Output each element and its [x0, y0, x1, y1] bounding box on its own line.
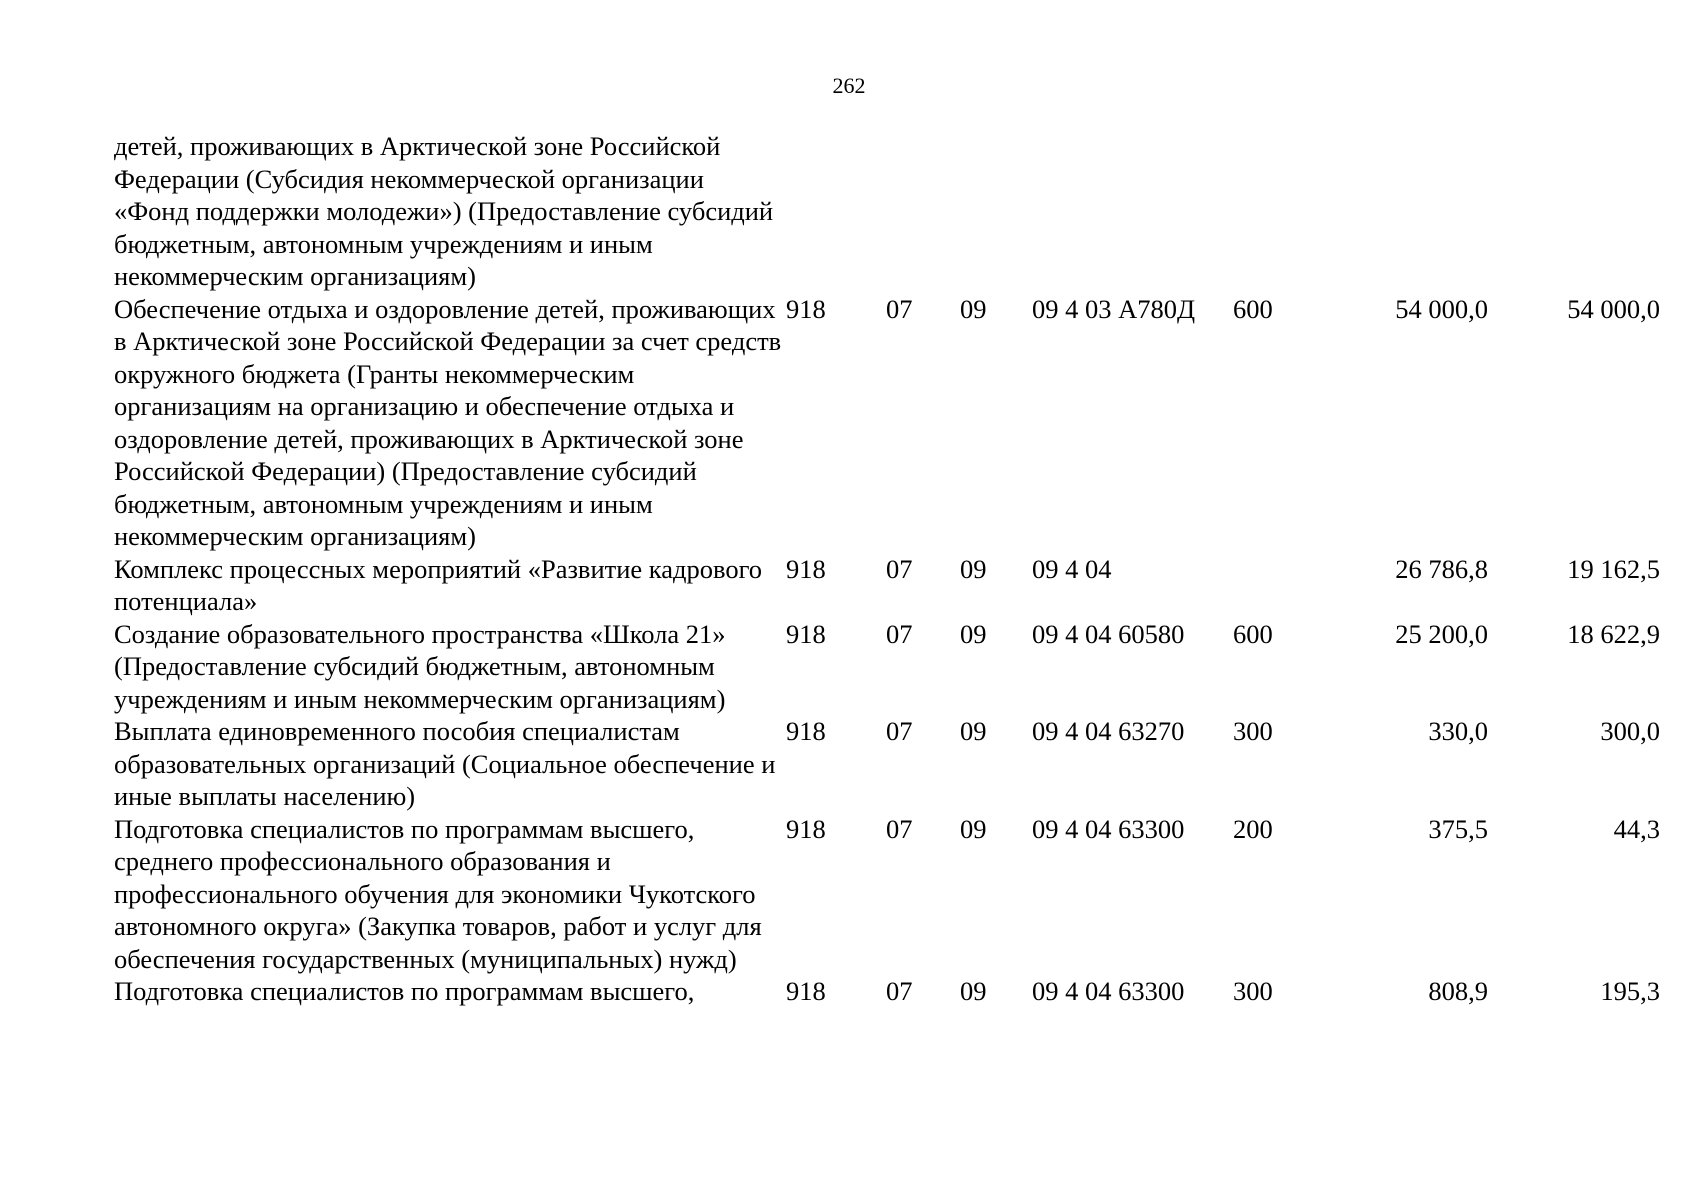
row-sum-1: 26 786,8 — [1395, 553, 1488, 584]
row-expense-type-code — [1233, 130, 1333, 293]
row-subsection-code: 09 — [960, 618, 987, 649]
row-expense-type-code — [1233, 553, 1333, 618]
row-sum-1: 54 000,0 — [1395, 293, 1488, 324]
row-sum-1: 25 200,0 — [1395, 618, 1488, 649]
row-section-code: 07 — [886, 553, 913, 584]
row-ministry-code — [786, 130, 886, 293]
table-row — [114, 813, 1660, 976]
row-name: Создание образовательного пространства «Школа 21» (Предоставление субсидий бюджетным, автономным учреждениям и иным некоммерческим организациям) — [114, 618, 726, 714]
table-row — [114, 553, 1660, 618]
row-target-code: 09 4 04 63300 — [1032, 813, 1185, 844]
row-section-code: 07 — [886, 813, 913, 844]
table-row — [114, 975, 1660, 1008]
table-row — [114, 618, 1660, 716]
row-sum-2: 19 162,5 — [1567, 553, 1660, 584]
row-section-code — [886, 130, 960, 293]
row-subsection-code: 09 — [960, 813, 987, 844]
row-sum-1: 375,5 — [1428, 813, 1488, 844]
row-sum-2: 18 622,9 — [1567, 618, 1660, 649]
row-ministry-code: 918 — [786, 813, 826, 844]
row-name: Подготовка специалистов по программам высшего, среднего профессионального образования и профессионального обучения для экономики Чукотского автономного округа» (Закупка товаров, работ и услуг для обеспечения государственных (муниципальных) нужд) — [114, 813, 762, 974]
row-expense-type-code: 600 — [1233, 618, 1273, 649]
table-row — [114, 130, 1660, 293]
row-name: Подготовка специалистов по программам высшего, — [114, 976, 695, 1006]
row-section-code: 07 — [886, 618, 913, 649]
row-ministry-code: 918 — [786, 618, 826, 649]
table-row — [114, 293, 1660, 553]
row-name: детей, проживающих в Арктической зоне Российской Федерации (Субсидия некоммерческой организации «Фонд поддержки молодежи») (Предоставление субсидий бюджетным, автономным учреждениям и иным некоммерческим организациям) — [114, 131, 774, 291]
row-sum-2 — [1488, 130, 1660, 293]
row-section-code: 07 — [886, 293, 913, 324]
row-expense-type-code: 300 — [1233, 976, 1273, 1006]
row-expense-type-code: 200 — [1233, 813, 1273, 844]
row-ministry-code: 918 — [786, 976, 826, 1006]
row-section-code: 07 — [886, 976, 913, 1006]
table-row — [114, 715, 1660, 813]
budget-table — [114, 130, 1660, 1008]
row-subsection-code: 09 — [960, 293, 987, 324]
row-target-code: 09 4 04 — [1032, 553, 1112, 584]
row-target-code: 09 4 03 А780Д — [1032, 293, 1196, 324]
row-name: Обеспечение отдыха и оздоровление детей, проживающих в Арктической зоне Российской Федерации за счет средств окружного бюджета (Гранты некоммерческим организациям на организацию и обеспечение отдыха и оздоровление детей, проживающих в Арктической зоне Российской Федерации) (Предоставление субсидий бюджетным, автономным учреждениям и иным некоммерческим организациям) — [114, 293, 782, 551]
row-subsection-code: 09 — [960, 976, 987, 1006]
row-subsection-code: 09 — [960, 716, 987, 746]
row-target-code — [1032, 130, 1233, 293]
row-name: Комплекс процессных мероприятий «Развитие кадрового потенциала» — [114, 553, 763, 616]
row-sum-1 — [1333, 130, 1488, 293]
row-target-code: 09 4 04 63270 — [1032, 716, 1185, 746]
row-ministry-code: 918 — [786, 716, 826, 746]
row-target-code: 09 4 04 63300 — [1032, 976, 1185, 1006]
row-subsection-code: 09 — [960, 553, 987, 584]
row-expense-type-code: 600 — [1233, 293, 1273, 324]
row-sum-1: 808,9 — [1428, 976, 1488, 1006]
row-sum-1: 330,0 — [1428, 716, 1488, 746]
row-section-code: 07 — [886, 716, 913, 746]
row-sum-2: 195,3 — [1600, 976, 1660, 1006]
row-sum-2: 44,3 — [1613, 813, 1660, 844]
page-number: 262 — [832, 73, 866, 98]
row-ministry-code: 918 — [786, 553, 826, 584]
row-sum-2: 300,0 — [1600, 716, 1660, 746]
row-subsection-code — [960, 130, 1032, 293]
row-target-code: 09 4 04 60580 — [1032, 618, 1185, 649]
row-sum-2: 54 000,0 — [1567, 293, 1660, 324]
row-name: Выплата единовременного пособия специалистам образовательных организаций (Социальное обеспечение и иные выплаты населению) — [114, 716, 776, 811]
row-ministry-code: 918 — [786, 293, 826, 324]
row-expense-type-code: 300 — [1233, 716, 1273, 746]
